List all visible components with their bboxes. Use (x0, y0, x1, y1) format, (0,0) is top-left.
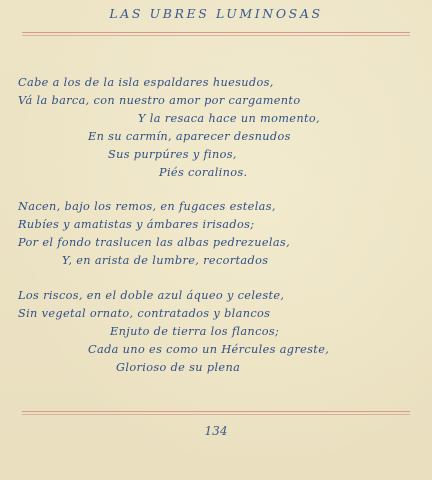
poem-line: Sus purpúres y finos, (108, 148, 237, 161)
running-title: LAS UBRES LUMINOSAS (109, 6, 323, 21)
header-rule-inner (22, 35, 410, 36)
poem-line: Por el fondo traslucen las albas pedrezuelas, (18, 236, 291, 249)
poem-line: Nacen, bajo los remos, en fugaces estelas, (18, 200, 276, 213)
poem-line: Sin vegetal ornato, contratados y blancos (18, 307, 271, 320)
poem-line: Vá la barca, con nuestro amor por cargamento (18, 94, 301, 107)
poem-line: Piés coralinos. (159, 166, 248, 179)
poem-line: Los riscos, en el doble azul áqueo y celeste, (18, 289, 285, 302)
poem-line: Cabe a los de la isla espaldares huesudos, (18, 76, 274, 89)
page-number: 134 (204, 424, 228, 438)
poem-line: En su carmín, aparecer desnudos (88, 130, 291, 143)
footer-rule-inner (22, 414, 410, 415)
poem-line: Rubíes y amatistas y ámbares irisados; (18, 218, 255, 231)
poem-line: Glorioso de su plena (116, 361, 241, 374)
poem-line: Enjuto de tierra los flancos; (110, 325, 280, 338)
poem-line: Y, en arista de lumbre, recortados (62, 254, 269, 267)
poem-line: Y la resaca hace un momento, (138, 112, 320, 125)
footer-rule (22, 411, 410, 412)
header-rule (22, 32, 410, 33)
poem-line: Cada uno es como un Hércules agreste, (88, 343, 330, 356)
